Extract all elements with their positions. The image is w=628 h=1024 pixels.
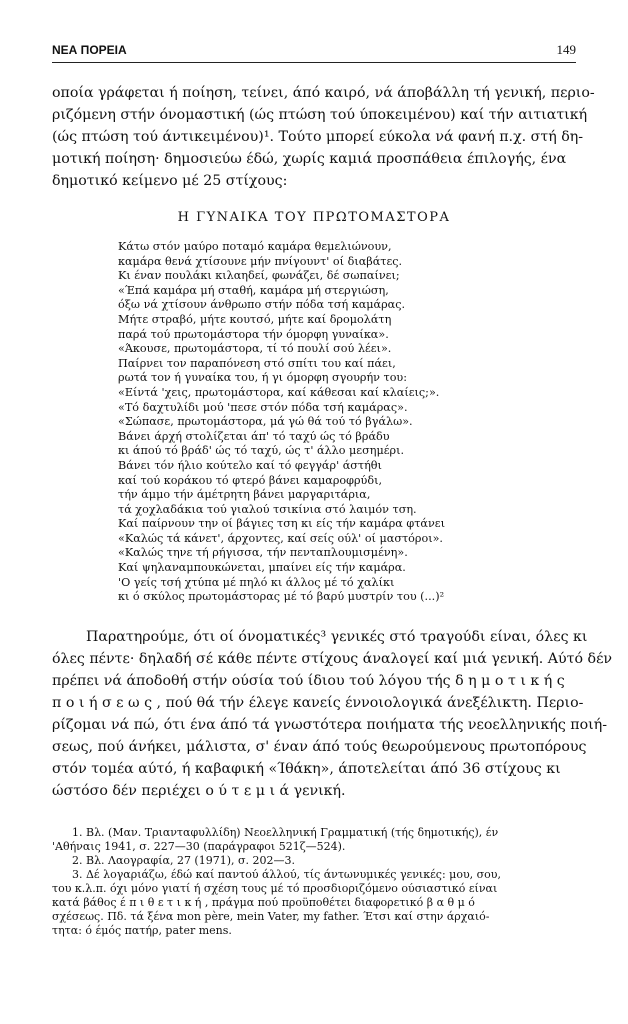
footnote-line: 1. Βλ. (Μαν. Τριανταφυλλίδη) Νεοελληνική Γραμματική (τής δημοτικής), έν xyxy=(72,826,499,839)
journal-title: ΝΕΑ ΠΟΡΕΙΑ xyxy=(52,43,127,57)
poem-line: Κάτω στόν μαύρο ποταμό καμάρα θεμελιώνουν, xyxy=(118,240,392,253)
poem-body xyxy=(118,240,538,605)
poem-line: «Έπά καμάρα μή σταθή, καμάρα μή στεργιώση, xyxy=(118,283,389,297)
footnote-line: σχέσεως. Πδ. τά ξένα mon père, mein Vater, my father. Έτσι καί στην άρχαιό- xyxy=(52,910,490,923)
poem-line: καί τού κοράκου τό φτερό βάνει καμαροφρύδι, xyxy=(118,473,383,487)
poem-line: καμάρα θενά χτίσουνε μήν πνίγουντ' οί διαβάτες. xyxy=(118,254,403,268)
footnote-line: 2. Βλ. Λαογραφία, 27 (1971), σ. 202—3. xyxy=(72,854,295,867)
poem-line: Καί παίρνουν την οί βάγιες τση κι είς τήν καμάρα φτάνει xyxy=(118,517,445,531)
text-line: π ο ι ή σ ε ω ς , πού θά τήν έλεγε κανείς έννοιολογικά άνεξέλικτη. Περιο- xyxy=(52,695,584,711)
commentary-paragraph xyxy=(52,626,613,802)
text-line: μοτική ποίηση· δημοσιεύω έδώ, χωρίς καμιά προσπάθεια έπιλογής, ένα xyxy=(52,151,567,167)
poem-line: «Είντά 'χεις, πρωτομάστορα, καί κάθεσαι καί κλαίεις;». xyxy=(118,385,440,399)
footnotes xyxy=(52,826,580,938)
poem-line: τά χοχλαδάκια τού γιαλού τσικίνια στό λαιμόν τση. xyxy=(118,502,417,516)
footnote-line: 3. Δέ λογαριάζω, έδώ καί παντού άλλού, τίς άντωνυμικές γενικές: μου, σου, xyxy=(72,868,501,881)
poem-line: «Καλώς τά κάνετ', άρχοντες, καί σείς ούλ' οί μαστόροι». xyxy=(118,531,443,545)
text-line: ώστόσο δέν περιέχει ο ύ τ ε μ ι ά γενική. xyxy=(52,783,346,799)
footnote-line: του κ.λ.π. όχι μόνο γιατί ή σχέση τους μέ τό προσδιοριζόμενο ούσιαστικό είναι xyxy=(52,882,498,895)
poem-line: 'Ο γείς τσή χτύπα μέ πηλό κι άλλος μέ τό χαλίκι xyxy=(118,575,395,589)
poem-line: παρά τού πρωτομάστορα τήν όμορφη γυναίκα». xyxy=(118,327,389,341)
poem-line: Παίρνει τον παραπόνεση στό σπίτι του καί πάει, xyxy=(118,356,396,370)
running-header xyxy=(52,40,576,60)
poem-title: Η ΓΥΝΑΙΚΑ ΤΟΥ ΠΡΩΤΟΜΑΣΤΟΡΑ xyxy=(177,210,451,225)
intro-paragraph xyxy=(52,82,595,192)
poem-line: τήν άμμο τήν άμέτρητη βάνει μαργαριτάρια, xyxy=(118,488,371,502)
footnote-line: τητα: ό έμός πατήρ, pater mens. xyxy=(52,924,232,937)
header-rule xyxy=(52,62,576,63)
poem-line: Βάνει άρχή στολίζεται άπ' τό ταχύ ώς τό βράδυ xyxy=(118,429,390,443)
text-line: οποία γράφεται ή ποίηση, τείνει, άπό καιρό, νά άποβάλλη τή γενική, περιο- xyxy=(52,85,595,101)
poem-line: Κι έναν πουλάκι κιλαηδεί, φωνάζει, δέ σωπαίνει; xyxy=(118,269,400,283)
text-line: στόν τομέα αύτό, ή καβαφική «Ίθάκη», άποτελείται άπό 36 στίχους κι xyxy=(52,761,561,777)
text-line: ρίζομαι νά πώ, ότι ένα άπό τά γνωστότερα ποιήματα τής νεοελληνικής ποιή- xyxy=(52,717,607,733)
page-number: 149 xyxy=(556,42,576,57)
poem-line: Καί ψηλαναμπουκώνεται, μπαίνει είς τήν καμάρα. xyxy=(118,561,406,575)
poem-line: κι ό σκύλος πρωτομάστορας μέ τό βαρύ μυστρίν του (...)² xyxy=(118,590,445,604)
text-line: δημοτικό κείμενο μέ 25 στίχους: xyxy=(52,173,288,189)
footnote-line: κατά βάθος έ π ι θ ε τ ι κ ή , πράγμα πού προϋποθέτει διαφορετικό β α θ μ ό xyxy=(52,896,475,909)
text-line: (ώς πτώση τού άντικειμένου)¹. Τούτο μπορεί εύκολα νά φανή π.χ. στή δη- xyxy=(52,129,584,145)
poem-line: «Καλώς τηνε τή ρήγισσα, τήν πενταπλουμισμένη». xyxy=(118,546,408,560)
text-line: σεως, πού άνήκει, μάλιστα, σ' έναν άπό τούς θεωρούμενους πρωτοπόρους xyxy=(52,739,587,755)
footnote-line: 'Αθήναις 1941, σ. 227—30 (παράγραφοι 521ζ—524). xyxy=(52,840,346,853)
text-line: πρέπει νά άποδοθή στήν ούσία τού ίδιου τού λόγου τής δ η μ ο τ ι κ ή ς xyxy=(52,673,565,689)
text-line: ριζόμενη στήν όνομαστική (ώς πτώση τού ύποκειμένου) καί τήν αιτιατική xyxy=(52,107,588,123)
text-line: όλες πέντε· δηλαδή σέ κάθε πέντε στίχους άναλογεί καί μιά γενική. Αύτό δέν xyxy=(52,651,613,667)
poem-line: «Τό δαχτυλίδι μού 'πεσε στόν πόδα τσή καμάρας». xyxy=(118,400,408,414)
poem-line: κι άπού τό βράδ' ώς τό ταχύ, ώς τ' άλλο μεσημέρι. xyxy=(118,444,405,458)
poem-line: Βάνει τόν ήλιο κούτελο καί τό φεγγάρ' άστήθι xyxy=(118,458,382,472)
poem-line: όξω νά χτίσουν άνθρωπο στήν πόδα τσή καμάρας. xyxy=(118,298,406,312)
poem-line: ρωτά τον ή γυναίκα του, ή γι όμορφη σγουρήν του: xyxy=(118,371,408,385)
poem-line: «Άκουσε, πρωτομάστορα, τί τό πουλί σού λέει». xyxy=(118,342,392,356)
text-line: Παρατηρούμε, ότι οί όνοματικές³ γενικές στό τραγούδι είναι, όλες κι xyxy=(86,629,588,645)
poem-line: Μήτε στραβό, μήτε κουτσό, μήτε καί δρομολάτη xyxy=(118,312,392,326)
poem-line: «Σώπασε, πρωτομάστορα, μά γώ θά τού τό βγάλω». xyxy=(118,415,413,429)
